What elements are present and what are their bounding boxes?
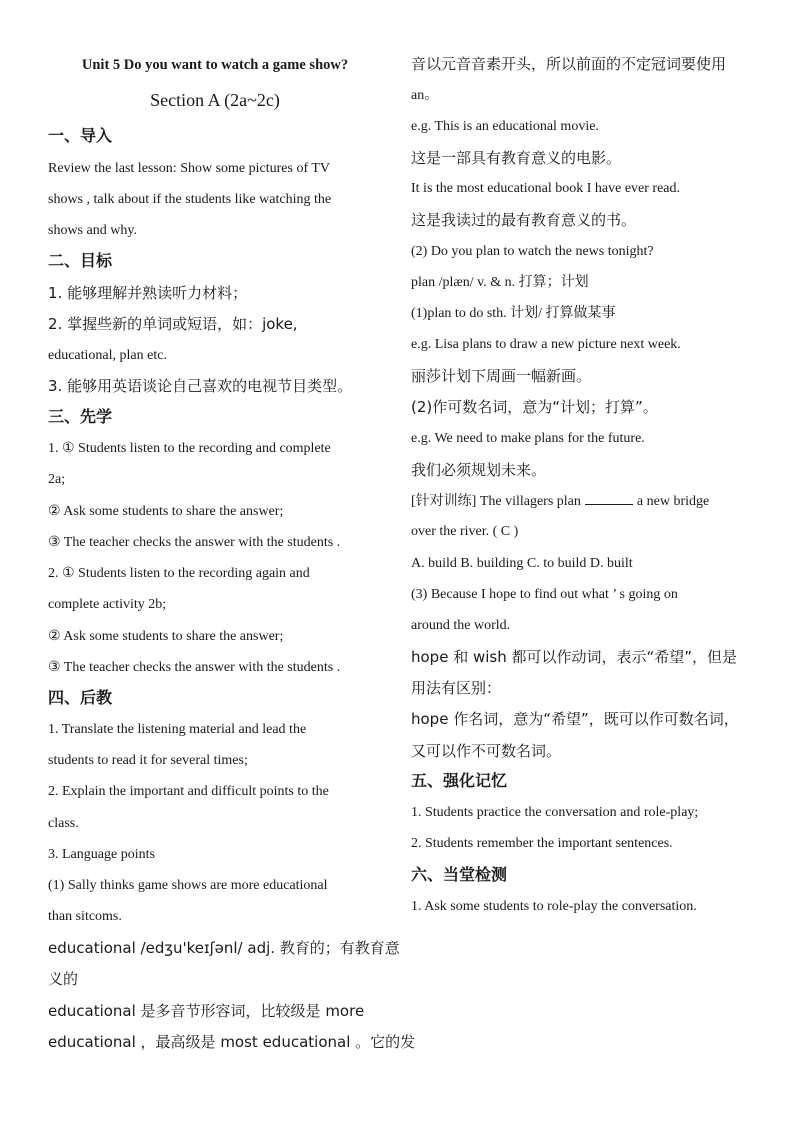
text-line: 3. Language points [48, 847, 155, 862]
practice-question-text: [针对训练] The villagers plan [411, 494, 581, 509]
doc-subtitle: Section A (2a~2c) [150, 90, 280, 110]
text-line: 2. Students remember the important sentences. [411, 836, 673, 851]
text-line: ③ The teacher checks the answer with the students . [48, 535, 341, 550]
text-line: shows , talk about if the students like watching the [48, 192, 332, 207]
text-line: over the river. ( C ) [411, 524, 519, 539]
text-line: e.g. This is an educational movie. [411, 119, 599, 134]
text-line: than sitcoms. [48, 909, 122, 924]
text-line: It is the most educational book I have ever read. [411, 181, 681, 196]
text-line: (2)作可数名词，意为“计划；打算”。 [411, 398, 658, 416]
section-heading-goals: 二、目标 [48, 251, 113, 270]
practice-question [411, 492, 709, 511]
text-line: around the world. [411, 618, 511, 633]
text-line: 用法有区别： [411, 679, 502, 697]
text-line: 2. Explain the important and difficult points to the [48, 784, 329, 799]
text-line: 这是我读过的最有教育意义的书。 [411, 211, 637, 229]
text-line: 义的 [48, 970, 79, 988]
text-line: Review the last lesson: Show some pictures of TV [48, 161, 331, 176]
text-line: 2. 掌握些新的单词或短语，如：joke, [48, 315, 298, 333]
text-line: (2) Do you plan to watch the news tonight? [411, 244, 654, 259]
answer-options: A. build B. building C. to build D. built [411, 556, 633, 571]
text-line: 又可以作不可数名词。 [411, 742, 562, 760]
text-line: 丽莎计划下周画一幅新画。 [411, 367, 592, 385]
text-line: (1) Sally thinks game shows are more educational [48, 878, 328, 893]
text-line: hope 和 wish 都可以作动词，表示“希望”，但是 [411, 648, 738, 666]
text-line: e.g. We need to make plans for the future. [411, 431, 645, 446]
text-line: ② Ask some students to share the answer; [48, 504, 284, 519]
section-heading-check: 六、当堂检测 [411, 865, 508, 884]
text-line: 1. Students practice the conversation and role-play; [411, 805, 699, 820]
text-line: students to read it for several times; [48, 753, 248, 768]
text-line: 音以元音音素开头，所以前面的不定冠词要使用 [411, 55, 727, 73]
text-line: 2a; [48, 472, 66, 487]
section-heading-teaching: 四、后教 [48, 688, 113, 707]
text-line: plan /plæn/ v. & n. 打算；计划 [411, 275, 589, 290]
text-line: complete activity 2b; [48, 597, 167, 612]
text-line: educational 是多音节形容词，比较级是 more [48, 1002, 365, 1020]
text-line: 1. 能够理解并熟读听力材料； [48, 284, 248, 302]
text-line: educational ，最高级是 most educational 。它的发 [48, 1033, 416, 1051]
text-line: (3) Because I hope to find out what ’ s going on [411, 587, 678, 602]
text-line: class. [48, 816, 79, 831]
text-line: 2. ① Students listen to the recording again and [48, 566, 310, 581]
practice-question-text-end: a new bridge [636, 494, 710, 509]
text-line: hope 作名词，意为“希望”，既可以作可数名词， [411, 710, 739, 728]
section-heading-memory: 五、强化记忆 [411, 771, 508, 790]
section-heading-intro: 一、导入 [48, 126, 113, 145]
section-heading-prelearn: 三、先学 [48, 407, 113, 426]
text-line: 1. Ask some students to role-play the conversation. [411, 899, 697, 914]
text-line: 这是一部具有教育意义的电影。 [411, 149, 622, 167]
text-line: e.g. Lisa plans to draw a new picture next week. [411, 337, 681, 352]
doc-title: Unit 5 Do you want to watch a game show? [81, 57, 349, 73]
text-line: 1. ① Students listen to the recording and complete [48, 441, 331, 456]
text-line: ② Ask some students to share the answer; [48, 629, 284, 644]
text-line: educational, plan etc. [48, 348, 167, 363]
text-line: 3. 能够用英语谈论自己喜欢的电视节目类型。 [48, 377, 353, 395]
text-line: 1. Translate the listening material and lead the [48, 722, 307, 737]
answer-blank [585, 492, 633, 505]
text-line: an。 [411, 88, 439, 103]
text-line: educational /edʒu'keɪʃənl/ adj. 教育的；有教育意 [48, 939, 400, 957]
text-line: (1)plan to do sth. 计划/ 打算做某事 [411, 306, 616, 321]
text-line: shows and why. [48, 223, 137, 238]
text-line: ③ The teacher checks the answer with the students . [48, 660, 341, 675]
text-line: 我们必须规划未来。 [411, 461, 547, 479]
